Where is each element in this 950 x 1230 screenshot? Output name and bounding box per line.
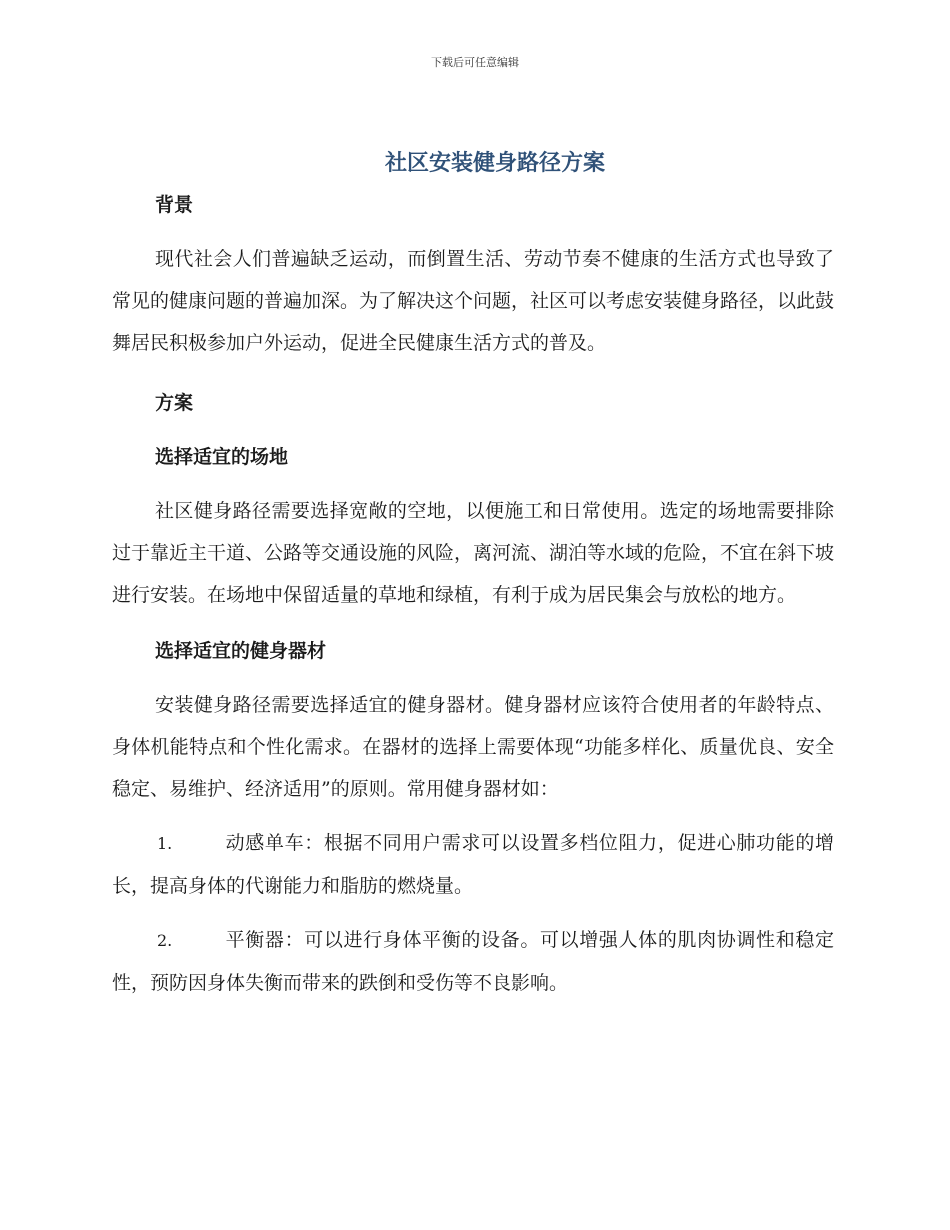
section-heading-background: 背景 (155, 194, 194, 216)
list-item (112, 822, 834, 907)
section-heading-equipment: 选择适宜的健身器材 (155, 640, 327, 662)
list-item-text: 动感单车：根据不同用户需求可以设置多档位阻力，促进心肺功能的增长，提高身体的代谢能力和脂肪的燃烧量。 (112, 832, 834, 897)
background-paragraph: 现代社会人们普遍缺乏运动，而倒置生活、劳动节奏不健康的生活方式也导致了常见的健康问题的普遍加深。为了解决这个问题，社区可以考虑安装健身路径，以此鼓舞居民积极参加户外运动，促进全民健康生活方式的普及。 (112, 248, 835, 354)
list-item-number: 1. (157, 834, 173, 853)
document-title: 社区安装健身路径方案 (384, 151, 605, 176)
section-heading-site: 选择适宜的场地 (155, 446, 289, 468)
list-item-text: 平衡器：可以进行身体平衡的设备。可以增强人体的肌肉协调性和稳定性，预防因身体失衡而带来的跌倒和受伤等不良影响。 (112, 929, 834, 994)
list-item-number: 2. (157, 931, 173, 950)
site-paragraph: 社区健身路径需要选择宽敞的空地，以便施工和日常使用。选定的场地需要排除过于靠近主干道、公路等交通设施的风险，离河流、湖泊等水域的危险，不宜在斜下坡进行安装。在场地中保留适量的草地和绿植，有利于成为居民集会与放松的地方。 (112, 500, 835, 606)
page-header-note: 下载后可任意编辑 (431, 56, 519, 69)
section-heading-plan: 方案 (155, 392, 194, 414)
document-body (112, 146, 834, 1004)
list-item (112, 919, 834, 1004)
equipment-paragraph: 安装健身路径需要选择适宜的健身器材。健身器材应该符合使用者的年龄特点、身体机能特点和个性化需求。在器材的选择上需要体现“功能多样化、质量优良、安全稳定、易维护、经济适用”的原则。常用健身器材如： (112, 694, 834, 800)
